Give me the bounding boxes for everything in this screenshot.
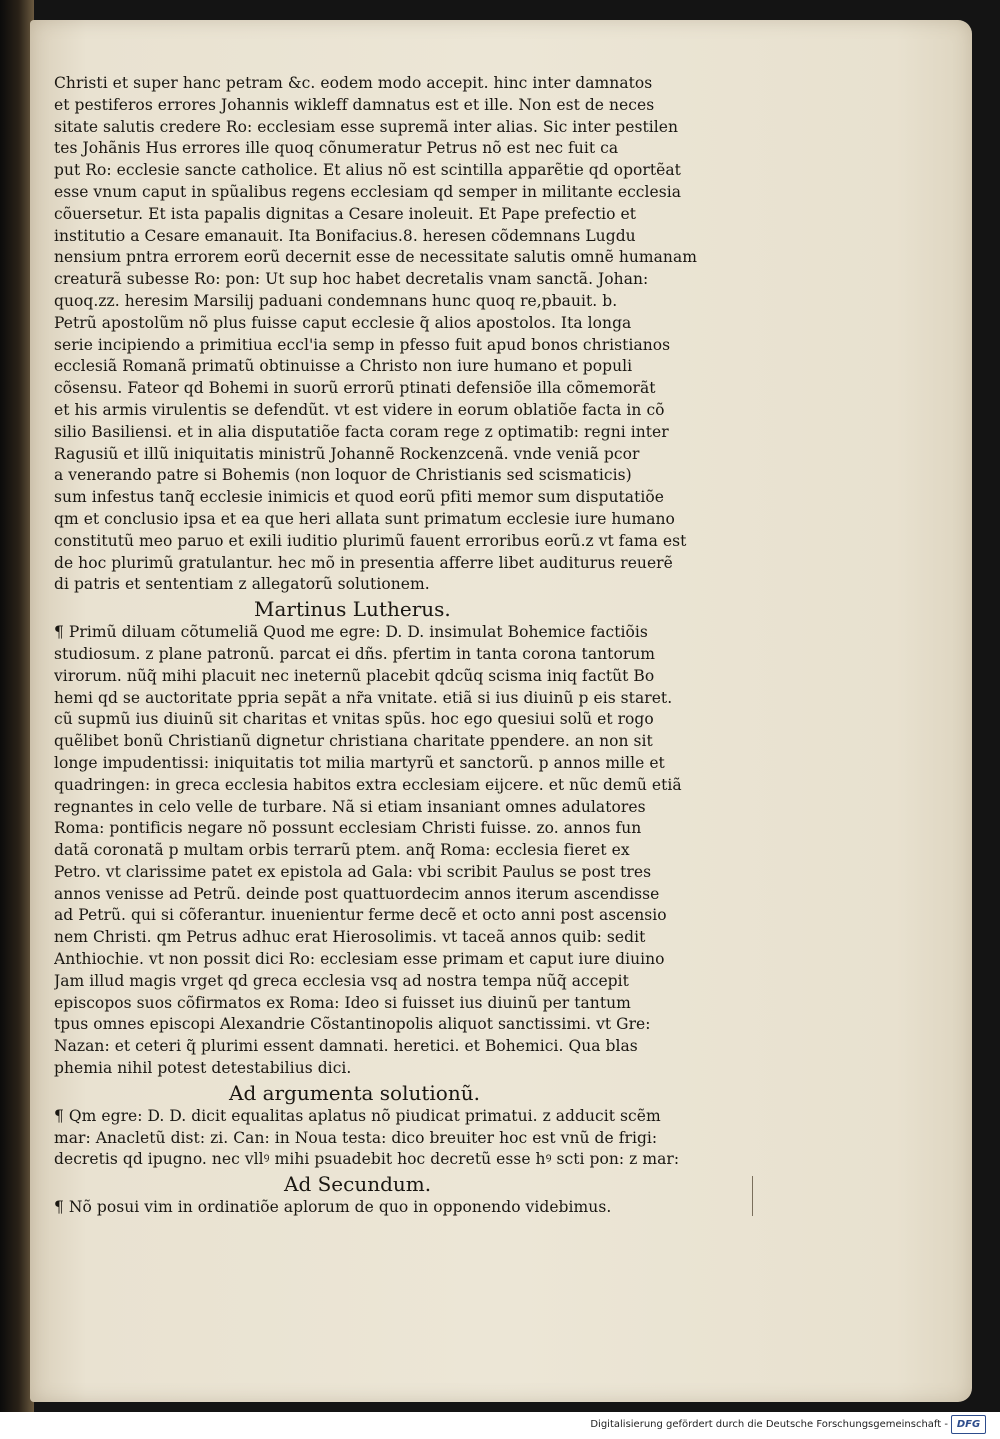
text-line: cõuersetur. Et ista papalis dignitas a Cesare inoleuit. Et Pape prefectio et: [54, 204, 637, 223]
text-line: Christi et super hanc petram &c. eodem modo accepit. hinc inter damnatos: [54, 74, 653, 92]
text-line: nensium pntra errorem eorũ decernit esse de necessitate salutis omnẽ humanam: [54, 248, 697, 267]
text-line: serie incipiendo a primitiua eccl'ia semp in pfesso fuit apud bonos christianos: [54, 335, 671, 354]
text-line: annos venisse ad Petrũ. deinde post quattuordecim annos iterum ascendisse: [54, 884, 660, 903]
margin-mark: [738, 1176, 753, 1216]
text-line: tpus omnes episcopi Alexandrie Cõstantinopolis aliquot sanctissimi. vt Gre:: [54, 1015, 651, 1034]
book-spine: [0, 0, 34, 1412]
text-line: di patris et sententiam z allegatorũ solutionem.: [54, 575, 430, 594]
text-line: a venerando patre si Bohemis (non loquor de Christianis sed scismaticis): [54, 466, 632, 485]
text-line: quẽlibet bonũ Christianũ dignetur christiana charitate ppendere. an non sit: [54, 732, 653, 751]
text-line: silio Basiliensi. et in alia disputatiõe facta coram rege z optimatib: regni inter: [54, 422, 669, 441]
text-line: ¶ Qm egre: D. D. dicit equalitas aplatus nõ piudicat primatui. z adducit scẽm: [54, 1106, 661, 1125]
text-line: Petrũ apostolũm nõ plus fuisse caput ecclesie q̃ alios apostolos. Ita longa: [54, 313, 632, 332]
text-line: Jam illud magis vrget qd greca ecclesia vsq ad nostra tempa nũq̃ accepit: [54, 971, 629, 990]
text-line: Anthiochie. vt non possit dici Ro: ecclesiam esse primam et caput iure diuino: [54, 950, 665, 969]
dfg-logo: DFG: [951, 1415, 986, 1434]
page-text-block: [54, 73, 766, 1219]
text-line: ¶ Primũ diluam cõtumeliã Quod me egre: D. D. insimulat Bohemice factiõis: [54, 623, 648, 642]
text-line: phemia nihil potest detestabilius dici.: [54, 1059, 352, 1078]
paragraph-1: [54, 73, 766, 596]
text-line: longe impudentissi: iniquitatis tot milia martyrũ et sanctorũ. p annos mille et: [54, 753, 665, 772]
heading-ad-argumenta: Ad argumenta solutionũ.: [229, 1080, 480, 1105]
text-line: datã coronatã p multam orbis terrarũ ptem. anq̃ Roma: ecclesia fieret ex: [54, 841, 630, 860]
paragraph-3: [54, 1106, 766, 1171]
text-line: et his armis virulentis se defendũt. vt est videre in eorum oblatiõe facta in cõ: [54, 400, 665, 419]
text-line: studiosum. z plane patronũ. parcat ei dñs. pfertim in tanta corona tantorum: [54, 644, 656, 663]
text-line: virorum. nũq̃ mihi placuit nec ineternũ placebit qdcũq scisma iniq factũt Bo: [54, 666, 655, 685]
paragraph-4: [54, 1197, 766, 1219]
text-line: hemi qd se auctoritate ppria sepãt a nr̃a vnitate. etiã si ius diuinũ p eis staret.: [54, 688, 673, 707]
text-line: de hoc plurimũ gratulantur. hec mõ in presentia afferre libet auditurus reuerẽ: [54, 553, 673, 572]
text-line: Nazan: et ceteri q̃ plurimi essent damnati. heretici. et Bohemici. Qua blas: [54, 1037, 638, 1056]
footer-credit: Digitalisierung gefördert durch die Deutsche Forschungsgemeinschaft -: [590, 1419, 948, 1430]
text-line: et pestiferos errores Johannis wikleff damnatus est et ille. Non est de neces: [54, 95, 655, 114]
text-line: put Ro: ecclesie sancte catholice. Et alius nõ est scintilla apparẽtie qd oportẽat: [54, 161, 681, 180]
text-line: constitutũ meo paruo et exili iuditio plurimũ fauent erroribus eorũ.z vt fama est: [54, 531, 687, 550]
heading-ad-secundum: Ad Secundum.: [284, 1172, 432, 1197]
text-line: cõsensu. Fateor qd Bohemi in suorũ errorũ ptinati defensiõe illa cõmemorãt: [54, 379, 656, 398]
text-line: qm et conclusio ipsa et ea que heri allata sunt primatum ecclesie iure humano: [54, 509, 675, 528]
text-line: cũ supmũ ius diuinũ sit charitas et vnitas spũs. hoc ego quesiui solũ et rogo: [54, 710, 654, 729]
text-line: ¶ Nõ posui vim in ordinatiõe aplorum de quo in opponendo videbimus.: [54, 1198, 612, 1217]
text-line: institutio a Cesare emanauit. Ita Bonifacius.8. heresen cõdemnans Lugdu: [54, 226, 636, 245]
text-line: Petro. vt clarissime patet ex epistola ad Gala: vbi scribit Paulus se post tres: [54, 862, 652, 881]
text-line: decretis qd ipugno. nec vllꝰ mihi psuadebit hoc decretũ esse hꝰ scti pon: z mar:: [54, 1150, 680, 1169]
text-line: episcopos suos cõfirmatos ex Roma: Ideo si fuisset ius diuinũ per tantum: [54, 993, 631, 1012]
text-line: mar: Anacletũ dist: zi. Can: in Noua testa: dico breuiter hoc est vnũ de frigi:: [54, 1128, 658, 1147]
text-line: ecclesiã Romanã primatũ obtinuisse a Christo non iure humano et populi: [54, 357, 633, 376]
text-line: esse vnum caput in spũalibus regens ecclesiam qd semper in militante ecclesia: [54, 182, 682, 201]
text-line: Ragusiũ et illũ iniquitatis ministrũ Johannẽ Rockenzcenã. vnde veniã pcor: [54, 444, 640, 463]
text-line: creaturã subesse Ro: pon: Ut sup hoc habet decretalis vnam sanctã. Johan:: [54, 270, 649, 289]
text-line: quadringen: in greca ecclesia habitos extra ecclesiam eijcere. et nũc demũ etiã: [54, 775, 682, 794]
text-line: sitate salutis credere Ro: ecclesiam esse supremã inter alias. Sic inter pestilen: [54, 117, 679, 136]
text-line: nem Christi. qm Petrus adhuc erat Hierosolimis. vt taceã annos quib: sedit: [54, 928, 646, 947]
text-line: quoq.zz. heresim Marsilij paduani condemnans hunc quoq re,pbauit. b.: [54, 291, 618, 310]
text-line: ad Petrũ. qui si cõferantur. inuenientur ferme decẽ et octo anni post ascensio: [54, 906, 667, 925]
text-line: sum infestus tanq̃ ecclesie inimicis et quod eorũ pfiti memor sum disputatiõe: [54, 488, 664, 507]
paragraph-2: [54, 622, 766, 1080]
heading-martinus-lutherus: Martinus Lutherus.: [254, 597, 451, 622]
text-line: Roma: pontificis negare nõ possunt ecclesiam Christi fuisse. zo. annos fun: [54, 819, 642, 838]
text-line: tes Johãnis Hus errores ille quoq cõnumeratur Petrus nõ est nec fuit ca: [54, 139, 619, 158]
text-line: regnantes in celo velle de turbare. Nã si etiam insaniant omnes adulatores: [54, 797, 646, 816]
